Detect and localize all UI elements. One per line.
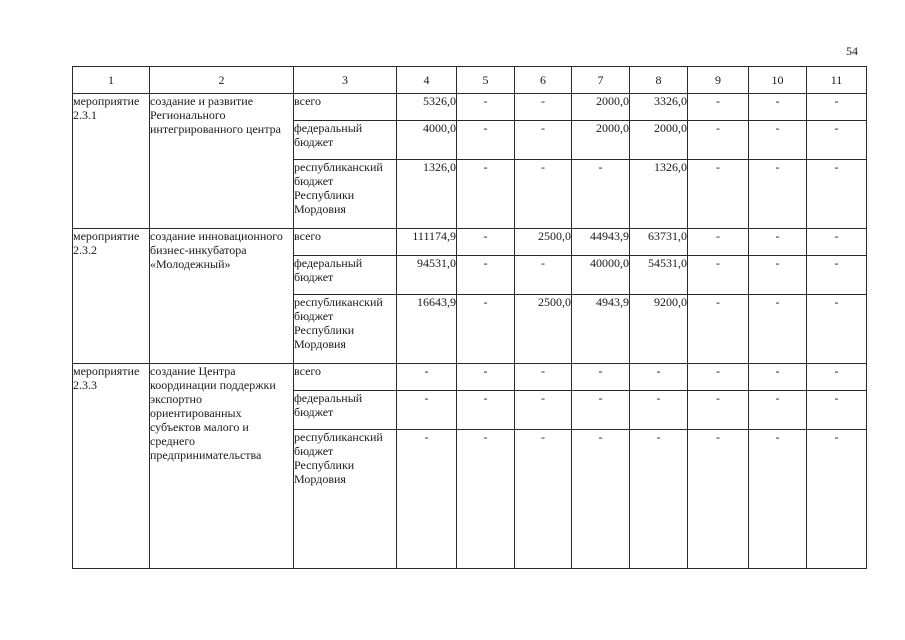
value-cell: 4943,9 bbox=[572, 295, 630, 364]
value-cell: - bbox=[457, 364, 515, 391]
funding-source-cell: всего bbox=[294, 364, 397, 391]
value-cell: - bbox=[688, 229, 749, 256]
page-number: 54 bbox=[846, 44, 858, 58]
value-cell: 2000,0 bbox=[572, 94, 630, 121]
value-cell: - bbox=[688, 391, 749, 430]
value-cell: - bbox=[572, 364, 630, 391]
value-cell: - bbox=[515, 94, 572, 121]
value-cell: - bbox=[688, 94, 749, 121]
value-cell: - bbox=[807, 229, 867, 256]
column-header: 6 bbox=[515, 67, 572, 94]
value-cell: 40000,0 bbox=[572, 256, 630, 295]
value-cell: - bbox=[807, 430, 867, 569]
value-cell: - bbox=[749, 229, 807, 256]
value-cell: - bbox=[688, 430, 749, 569]
value-cell: - bbox=[572, 430, 630, 569]
value-cell: 3326,0 bbox=[630, 94, 688, 121]
value-cell: - bbox=[397, 391, 457, 430]
value-cell: - bbox=[807, 391, 867, 430]
value-cell: 2000,0 bbox=[572, 121, 630, 160]
table-row bbox=[73, 364, 867, 391]
value-cell: - bbox=[630, 430, 688, 569]
value-cell: 2500,0 bbox=[515, 295, 572, 364]
value-cell: - bbox=[749, 295, 807, 364]
value-cell: 44943,9 bbox=[572, 229, 630, 256]
value-cell: - bbox=[807, 94, 867, 121]
table-header-row bbox=[73, 67, 867, 94]
value-cell: - bbox=[688, 160, 749, 229]
funding-source-cell: всего bbox=[294, 229, 397, 256]
table-row bbox=[73, 94, 867, 121]
funding-source-cell: всего bbox=[294, 94, 397, 121]
value-cell: - bbox=[397, 364, 457, 391]
value-cell: - bbox=[807, 160, 867, 229]
value-cell: - bbox=[457, 229, 515, 256]
value-cell: - bbox=[457, 256, 515, 295]
event-code-cell: мероприятие 2.3.1 bbox=[73, 94, 150, 229]
column-header: 8 bbox=[630, 67, 688, 94]
event-name-cell: создание инновационного бизнес-инкубатора «Молодежный» bbox=[150, 229, 294, 364]
value-cell: 94531,0 bbox=[397, 256, 457, 295]
funding-source-cell: федеральный бюджет bbox=[294, 256, 397, 295]
column-header: 4 bbox=[397, 67, 457, 94]
table-row bbox=[73, 229, 867, 256]
value-cell: 1326,0 bbox=[630, 160, 688, 229]
column-header: 1 bbox=[73, 67, 150, 94]
value-cell: - bbox=[688, 364, 749, 391]
value-cell: - bbox=[749, 160, 807, 229]
value-cell: - bbox=[515, 160, 572, 229]
value-cell: 9200,0 bbox=[630, 295, 688, 364]
value-cell: - bbox=[457, 121, 515, 160]
value-cell: - bbox=[749, 391, 807, 430]
value-cell: 63731,0 bbox=[630, 229, 688, 256]
funding-source-cell: республиканский бюджет Республики Мордовия bbox=[294, 295, 397, 364]
event-code-cell: мероприятие 2.3.3 bbox=[73, 364, 150, 569]
value-cell: - bbox=[688, 295, 749, 364]
value-cell: - bbox=[749, 364, 807, 391]
value-cell: - bbox=[688, 256, 749, 295]
value-cell: - bbox=[457, 94, 515, 121]
event-name-cell: создание Центра координации поддержки экспортно ориентированных субъектов малого и среднего предпринимательства bbox=[150, 364, 294, 569]
value-cell: - bbox=[749, 121, 807, 160]
budget-table bbox=[72, 66, 867, 569]
value-cell: - bbox=[515, 256, 572, 295]
value-cell: 2000,0 bbox=[630, 121, 688, 160]
column-header: 3 bbox=[294, 67, 397, 94]
value-cell: 111174,9 bbox=[397, 229, 457, 256]
value-cell: - bbox=[749, 256, 807, 295]
value-cell: - bbox=[807, 256, 867, 295]
value-cell: - bbox=[572, 391, 630, 430]
value-cell: - bbox=[807, 295, 867, 364]
value-cell: - bbox=[749, 430, 807, 569]
value-cell: 16643,9 bbox=[397, 295, 457, 364]
value-cell: 4000,0 bbox=[397, 121, 457, 160]
funding-source-cell: федеральный бюджет bbox=[294, 391, 397, 430]
value-cell: 5326,0 bbox=[397, 94, 457, 121]
value-cell: - bbox=[572, 160, 630, 229]
event-name-cell: создание и развитие Регионального интегрированного центра bbox=[150, 94, 294, 229]
value-cell: - bbox=[515, 391, 572, 430]
column-header: 11 bbox=[807, 67, 867, 94]
value-cell: 1326,0 bbox=[397, 160, 457, 229]
value-cell: - bbox=[457, 391, 515, 430]
column-header: 9 bbox=[688, 67, 749, 94]
value-cell: - bbox=[630, 364, 688, 391]
value-cell: - bbox=[688, 121, 749, 160]
funding-source-cell: республиканский бюджет Республики Мордовия bbox=[294, 430, 397, 569]
value-cell: - bbox=[807, 364, 867, 391]
value-cell: - bbox=[749, 94, 807, 121]
value-cell: - bbox=[630, 391, 688, 430]
value-cell: - bbox=[457, 295, 515, 364]
value-cell: 2500,0 bbox=[515, 229, 572, 256]
value-cell: - bbox=[807, 121, 867, 160]
event-code-cell: мероприятие 2.3.2 bbox=[73, 229, 150, 364]
value-cell: - bbox=[515, 430, 572, 569]
value-cell: - bbox=[457, 430, 515, 569]
column-header: 5 bbox=[457, 67, 515, 94]
funding-source-cell: федеральный бюджет bbox=[294, 121, 397, 160]
value-cell: - bbox=[397, 430, 457, 569]
column-header: 10 bbox=[749, 67, 807, 94]
value-cell: - bbox=[515, 121, 572, 160]
column-header: 2 bbox=[150, 67, 294, 94]
funding-source-cell: республиканский бюджет Республики Мордовия bbox=[294, 160, 397, 229]
column-header: 7 bbox=[572, 67, 630, 94]
value-cell: - bbox=[457, 160, 515, 229]
value-cell: 54531,0 bbox=[630, 256, 688, 295]
value-cell: - bbox=[515, 364, 572, 391]
